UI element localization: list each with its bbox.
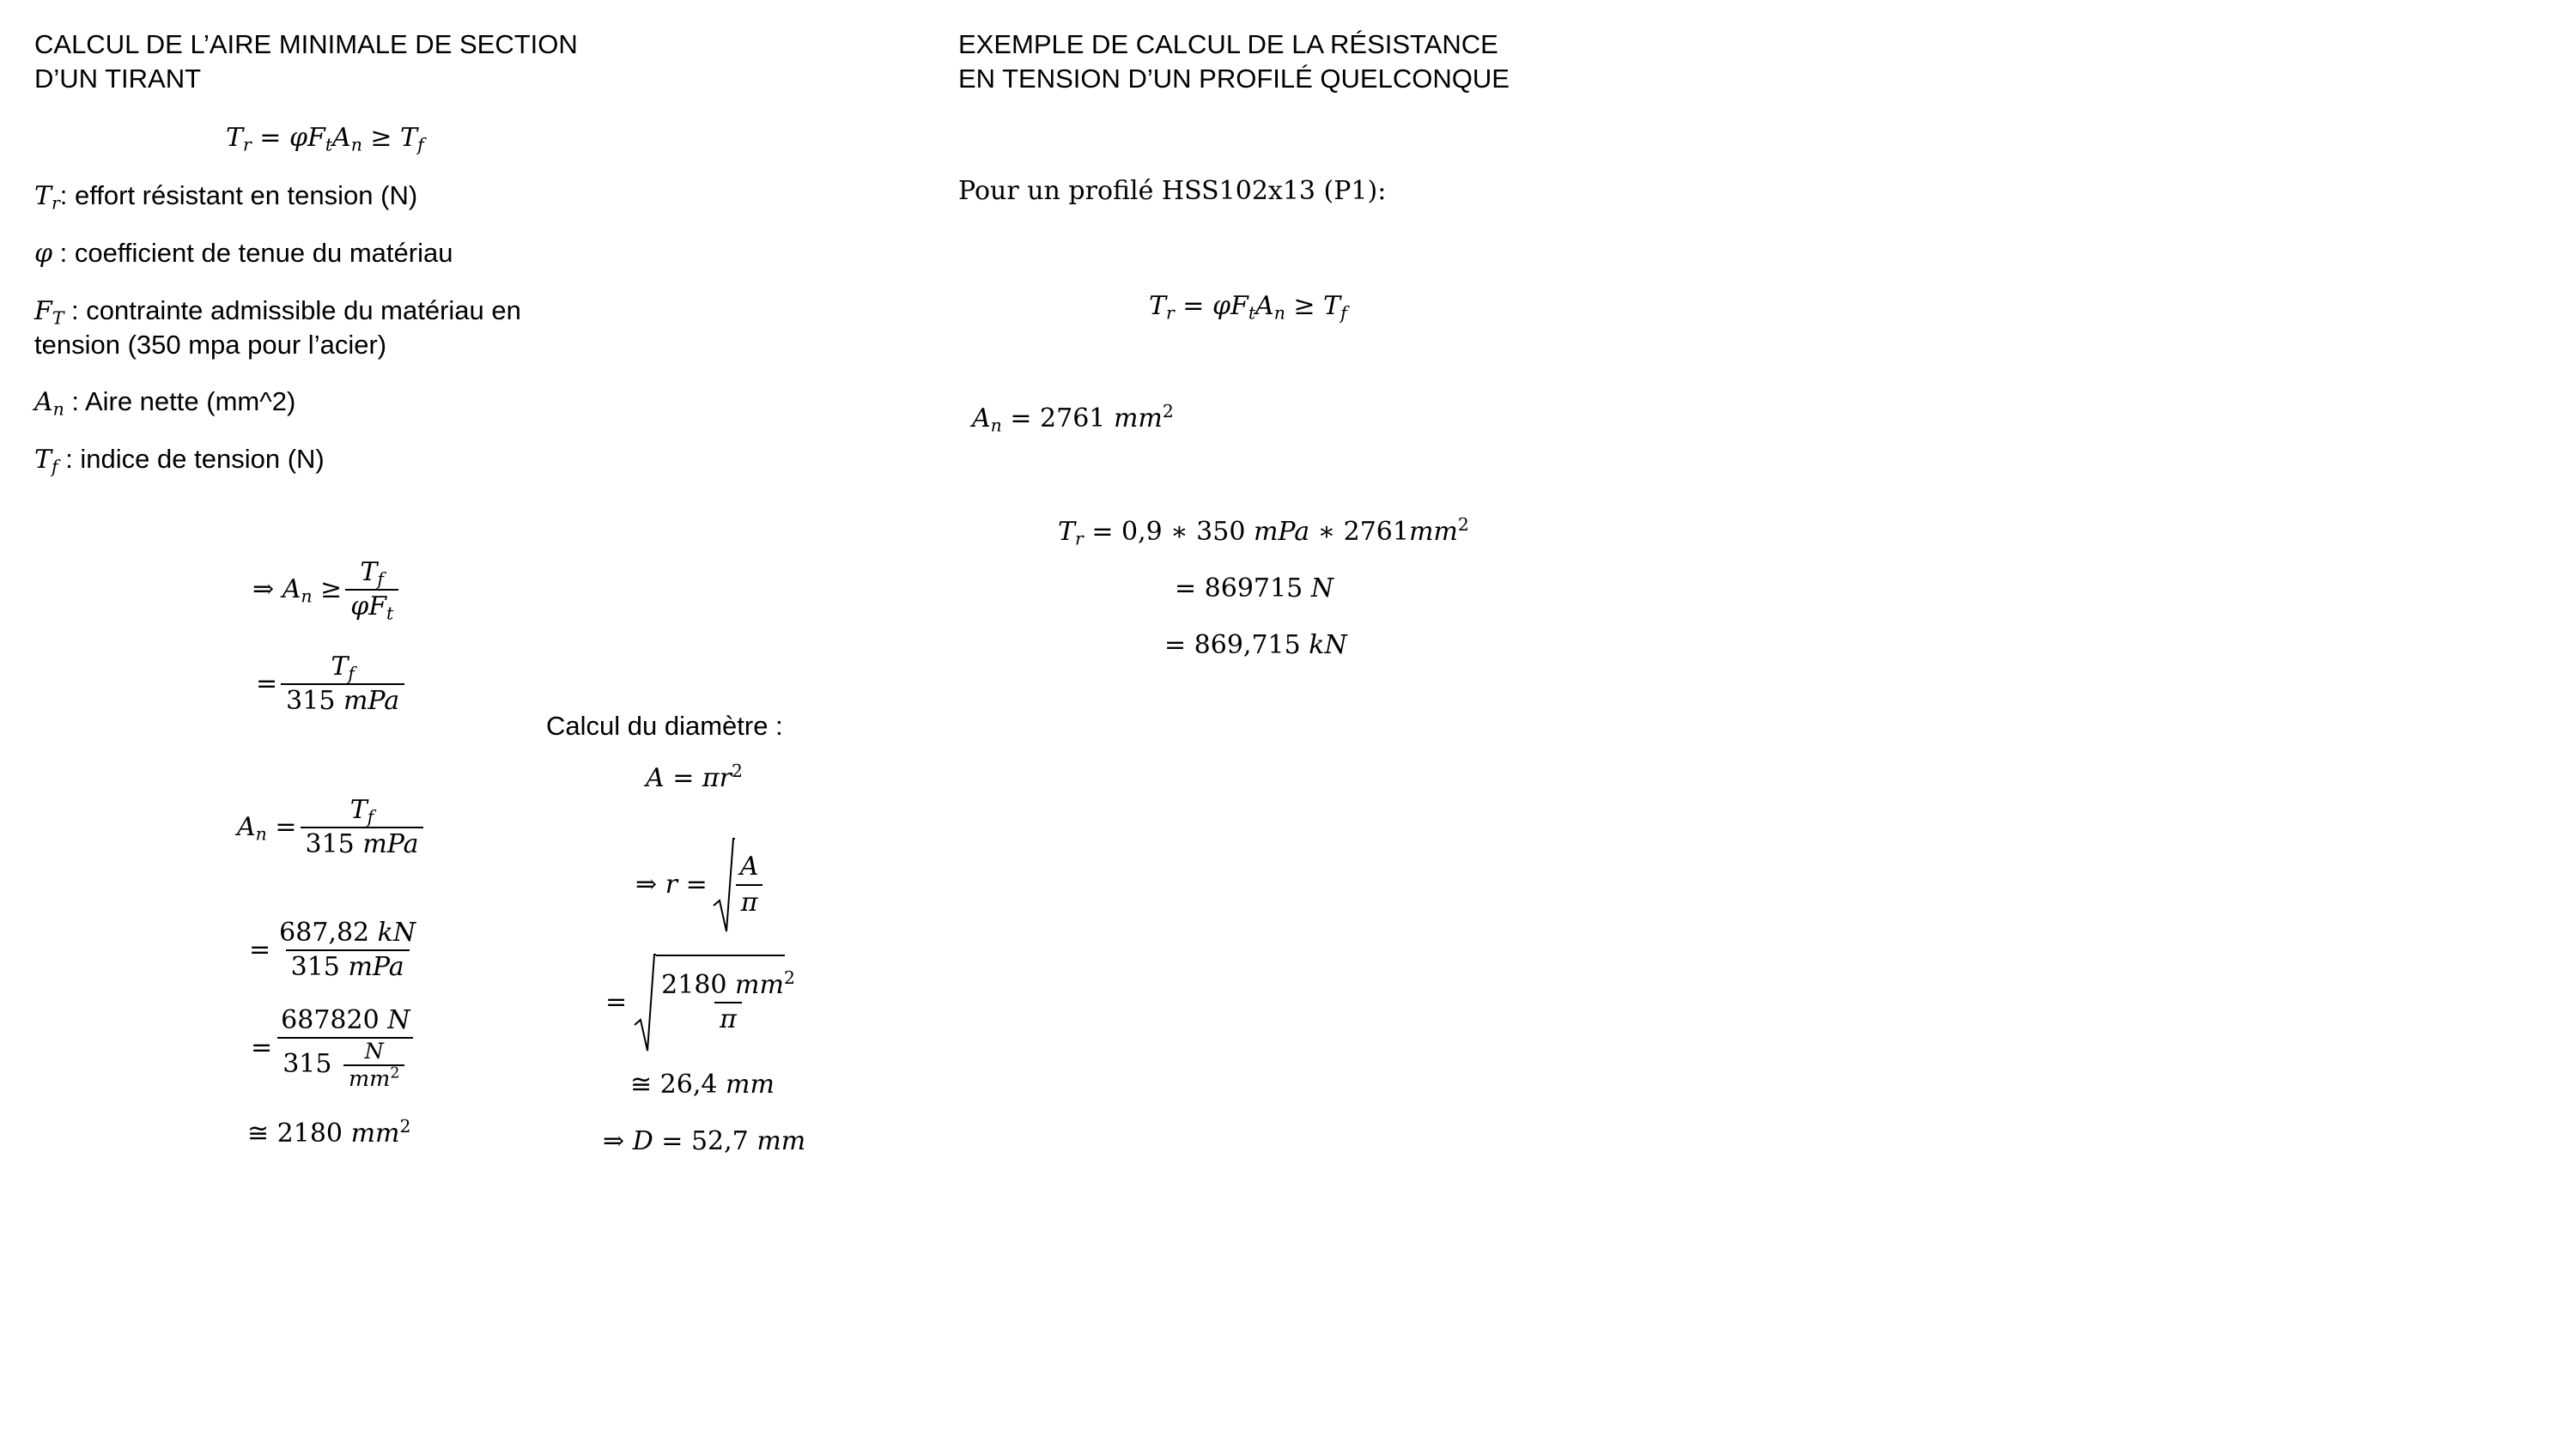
result-kn-value: = 869,715 xyxy=(1164,630,1301,660)
tr-result-kn xyxy=(1164,629,1347,662)
unit-mpa-a: mPa xyxy=(343,686,400,716)
tr-calc: = 0,9 ∗ 350 xyxy=(1091,517,1246,547)
unit-mm-a: mm xyxy=(349,1066,391,1092)
den-315-c: 315 xyxy=(290,952,340,982)
sqrt-icon xyxy=(713,837,735,933)
tr-calc-area: ∗ 2761 xyxy=(1317,517,1409,547)
definition-tf: $T_f$ : indice de tension (N) xyxy=(34,444,325,477)
result-n-value: = 869715 xyxy=(1175,573,1303,603)
diameter-result: ⇒ D = 52,7 mm xyxy=(603,1126,806,1156)
unit-mm-f: mm xyxy=(1113,403,1163,433)
result-2180: ≅ 2180 xyxy=(247,1119,343,1149)
unit-mm-c: mm xyxy=(735,970,784,1000)
tension-formula: $T_r = \varphi F_tA_n \ge T_f$ xyxy=(226,123,424,155)
den-315-b: 315 xyxy=(305,829,355,859)
radius-result xyxy=(630,1069,775,1101)
net-area-value: $A_n = 2761$ $mm^2$ xyxy=(972,400,1174,436)
sqrt-icon-2 xyxy=(634,953,656,1052)
area-circle-formula: $A = \pi r^2$ xyxy=(646,760,743,793)
right-title-line2: EN TENSION D’UN PROFILÉ QUELCONQUE xyxy=(958,64,1510,94)
an-value: = 2761 xyxy=(1010,403,1106,433)
definition-tf-text: : indice de tension (N) xyxy=(58,444,325,474)
tr-calculation: $T_r = 0,9$ ∗ 350 mPa ∗ $2761mm^2$ xyxy=(1058,513,1469,549)
unit-n-b: N xyxy=(364,1039,384,1064)
unit-n-a: N xyxy=(387,1005,410,1035)
definition-ft-text-1: : contrainte admissible du matériau en xyxy=(64,295,521,325)
unit-mpa-c: mPa xyxy=(348,952,404,982)
unit-kn-b: kN xyxy=(1309,630,1347,660)
val-687820: 687820 xyxy=(281,1005,380,1035)
unit-mm-d: mm xyxy=(726,1070,775,1100)
tr-result-n xyxy=(1175,573,1334,605)
unit-mm-g: mm xyxy=(1408,517,1458,547)
definition-an: $A_n$ : Aire nette (mm^2) xyxy=(34,386,296,420)
radius-formula: ⇒ r = $\frac{A}{\pi}$ xyxy=(635,837,763,933)
unit-mpa-b: mPa xyxy=(362,829,419,859)
profile-intro: Pour un profilé HSS102x13 (P1): xyxy=(958,176,1387,206)
unit-kn-a: kN xyxy=(377,918,416,948)
an-value-kn: = $\frac{687,82 kN}{\text{315 mPa}}$ xyxy=(249,918,416,982)
unit-n-c: N xyxy=(1310,573,1334,603)
unit-mm-e: mm xyxy=(756,1126,806,1156)
left-title-line2: D’UN TIRANT xyxy=(34,64,202,94)
val-2180: 2180 xyxy=(661,970,727,1000)
right-title xyxy=(958,27,1510,96)
unit-mm-b: mm xyxy=(350,1119,400,1149)
an-equals-tf-over-315: = $\frac{T_f}{\text{315 mPa}}$ xyxy=(256,651,408,718)
left-title xyxy=(34,27,578,96)
definition-an-text: : Aire nette (mm^2) xyxy=(64,386,296,416)
unit-mpa-d: mPa xyxy=(1253,517,1310,547)
den-315-d: 315 xyxy=(283,1049,332,1079)
definition-phi: φ : coefficient de tenue du matériau xyxy=(34,238,453,269)
an-equation: $A_n$ = $\frac{T_f}{\text{315 mPa}}$ xyxy=(237,794,427,861)
right-title-line1: EXEMPLE DE CALCUL DE LA RÉSISTANCE xyxy=(958,29,1498,59)
r-value: ≅ 26,4 xyxy=(630,1070,718,1100)
definition-tr-text: : effort résistant en tension (N) xyxy=(59,180,418,210)
an-inequality: ⇒ $A_n$ ≥ $\frac{T_f}{\varphi F_t}$ xyxy=(252,556,402,623)
den-315-a: 315 xyxy=(286,686,336,716)
d-value: 52,7 xyxy=(690,1126,749,1156)
definition-tr: $T_r$: effort résistant en tension (N) xyxy=(34,180,418,214)
an-value-n: = 687820 N 315 $\frac{N}{mm^2}$ xyxy=(251,1004,418,1092)
tension-formula-right: $T_r = \varphi F_tA_n \ge T_f$ xyxy=(1149,291,1347,324)
definition-ft-text-2: tension (350 mpa pour l’acier) xyxy=(34,330,387,360)
an-result: ≅ 2180 $mm^2$ xyxy=(247,1115,411,1149)
val-687-82: 687,82 xyxy=(279,918,370,948)
left-title-line1: CALCUL DE L’AIRE MINIMALE DE SECTION xyxy=(34,29,578,59)
definition-ft: $F_T$ : contrainte admissible du matériau en tension (350 mpa pour l’acier) xyxy=(34,294,521,362)
diameter-title: Calcul du diamètre : xyxy=(546,711,783,741)
definition-phi-text: : coefficient de tenue du matériau xyxy=(52,238,453,268)
radius-value-formula: = $\frac{2180 mm^2}{\pi}$ xyxy=(605,953,800,1052)
